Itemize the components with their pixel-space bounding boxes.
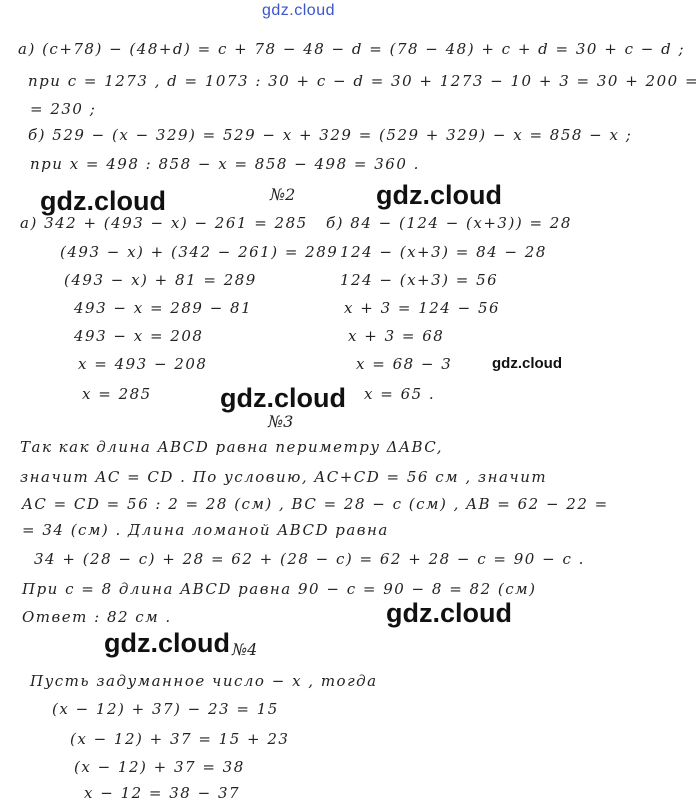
section2-right-line: б) 84 − (124 − (x+3)) = 28	[326, 214, 572, 232]
section2-right-line: 124 − (x+3) = 56	[340, 271, 499, 289]
section1-line: б) 529 − (x − 329) = 529 − x + 329 = (529 + 329) − x = 858 − x ;	[28, 126, 633, 144]
section2-right-line: x = 65 .	[364, 385, 436, 403]
section3-line: AC = CD = 56 : 2 = 28 (см) , BC = 28 − c (см) , AB = 62 − 22 =	[22, 495, 609, 513]
section1-line: а) (c+78) − (48+d) = c + 78 − 48 − d = (78 − 48) + c + d = 30 + c − d ;	[18, 40, 686, 58]
section4-line: (x − 12) + 37 = 38	[74, 758, 245, 776]
watermark: gdz.cloud	[492, 355, 562, 372]
section2-right-line: x + 3 = 124 − 56	[344, 299, 501, 317]
section2-right-line: x = 68 − 3	[356, 355, 453, 373]
section3-line: значит AC = CD . По условию, AC+CD = 56 см , значит	[20, 468, 548, 486]
section1-line: = 230 ;	[30, 100, 97, 118]
problem-number: №3	[268, 412, 294, 431]
section3-line: Так как длина ABCD равна периметру ΔABC,	[20, 438, 443, 456]
section3-line: Ответ : 82 см .	[22, 608, 172, 626]
section4-line: (x − 12) + 37) − 23 = 15	[52, 700, 279, 718]
problem-number: №4	[232, 640, 258, 659]
watermark: gdz.cloud	[104, 628, 230, 658]
section2-left-line: (493 − x) + 81 = 289	[64, 271, 257, 289]
section2-left-line: 493 − x = 289 − 81	[74, 299, 253, 317]
section2-right-line: x + 3 = 68	[348, 327, 445, 345]
section2-left-line: x = 285	[82, 385, 152, 403]
section3-line: При c = 8 длина ABCD равна 90 − c = 90 − 8 = 82 (см)	[22, 580, 537, 598]
section3-line: = 34 (см) . Длина ломаной ABCD равна	[22, 521, 389, 539]
section2-left-line: (493 − x) + (342 − 261) = 289	[60, 243, 339, 261]
watermark: gdz.cloud	[40, 186, 166, 216]
section2-right-line: 124 − (x+3) = 84 − 28	[340, 243, 547, 261]
section2-left-line: x = 493 − 208	[78, 355, 208, 373]
section1-line: при x = 498 : 858 − x = 858 − 498 = 360 .	[30, 155, 420, 173]
section2-left-line: а) 342 + (493 − x) − 261 = 285	[20, 214, 308, 232]
watermark: gdz.cloud	[386, 598, 512, 628]
section4-line: (x − 12) + 37 = 15 + 23	[70, 730, 290, 748]
watermark-top: gdz.cloud	[262, 2, 335, 19]
section4-line: x − 12 = 38 − 37	[84, 784, 241, 802]
watermark: gdz.cloud	[220, 383, 346, 413]
section2-left-line: 493 − x = 208	[74, 327, 204, 345]
section1-line: при c = 1273 , d = 1073 : 30 + c − d = 30 + 1273 − 10 + 3 = 30 + 200 =	[28, 72, 699, 90]
section4-line: Пусть задуманное число − x , тогда	[30, 672, 378, 690]
watermark: gdz.cloud	[376, 180, 502, 210]
section3-line: 34 + (28 − c) + 28 = 62 + (28 − c) = 62 + 28 − c = 90 − c .	[34, 550, 585, 568]
problem-number: №2	[270, 185, 296, 204]
